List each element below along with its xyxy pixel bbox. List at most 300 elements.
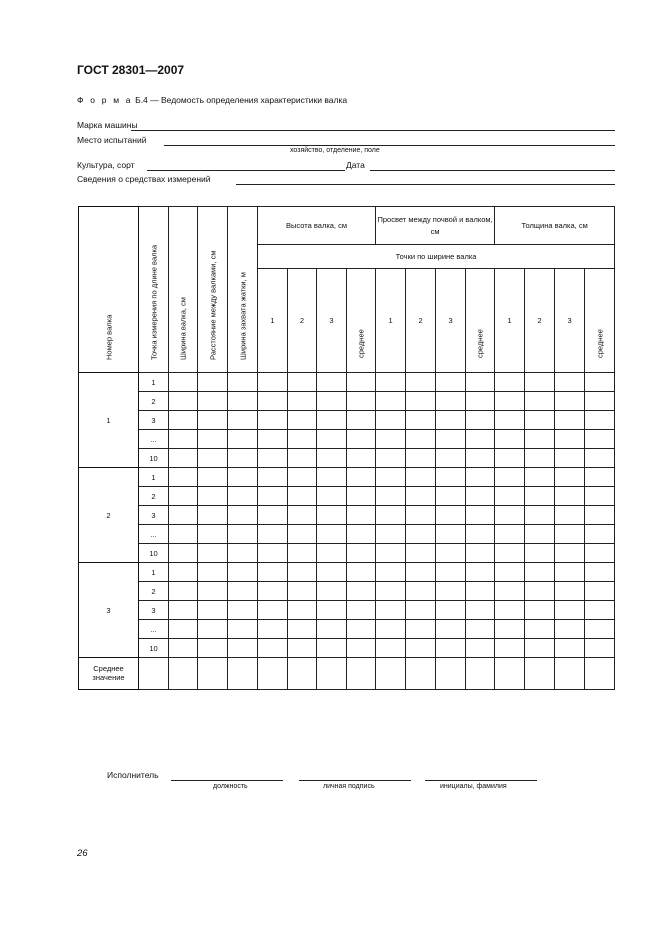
- data-cell[interactable]: [288, 430, 317, 449]
- data-cell[interactable]: [317, 449, 347, 468]
- sub-h-avg: среднее: [347, 269, 376, 373]
- data-cell[interactable]: [466, 544, 495, 563]
- data-cell[interactable]: [198, 544, 228, 563]
- data-cell[interactable]: [228, 601, 258, 620]
- data-cell[interactable]: [555, 506, 585, 525]
- date-line[interactable]: [370, 170, 615, 171]
- data-cell[interactable]: [347, 544, 376, 563]
- data-cell[interactable]: [317, 487, 347, 506]
- doc-title: ГОСТ 28301—2007: [77, 63, 185, 77]
- point-number: ...: [139, 430, 169, 449]
- data-cell[interactable]: [495, 620, 525, 639]
- data-cell[interactable]: [466, 392, 495, 411]
- point-number: 1: [139, 563, 169, 582]
- initials-line[interactable]: [425, 780, 537, 781]
- data-cell[interactable]: [585, 373, 615, 392]
- data-cell[interactable]: [406, 563, 436, 582]
- data-cell[interactable]: [317, 468, 347, 487]
- data-cell[interactable]: [585, 430, 615, 449]
- data-cell[interactable]: [466, 582, 495, 601]
- data-cell[interactable]: [198, 392, 228, 411]
- data-cell[interactable]: [288, 506, 317, 525]
- data-cell[interactable]: [436, 582, 466, 601]
- data-cell[interactable]: [317, 639, 347, 658]
- data-cell[interactable]: [317, 620, 347, 639]
- data-cell[interactable]: [228, 563, 258, 582]
- data-cell[interactable]: [228, 525, 258, 544]
- data-cell[interactable]: [436, 601, 466, 620]
- data-cell[interactable]: [169, 506, 198, 525]
- data-cell[interactable]: [228, 639, 258, 658]
- date-label: Дата: [346, 160, 365, 170]
- data-cell[interactable]: [258, 639, 288, 658]
- sub-g3: 3: [436, 269, 466, 373]
- test-place-line[interactable]: [164, 145, 615, 146]
- data-cell[interactable]: [406, 620, 436, 639]
- data-cell[interactable]: [436, 525, 466, 544]
- data-cell[interactable]: [466, 468, 495, 487]
- data-cell[interactable]: [228, 620, 258, 639]
- data-cell[interactable]: [288, 601, 317, 620]
- data-cell[interactable]: [198, 582, 228, 601]
- average-cell[interactable]: [436, 658, 466, 690]
- data-cell[interactable]: [495, 506, 525, 525]
- col-distance: Расстояние между валками, см: [198, 207, 228, 373]
- data-cell[interactable]: [495, 582, 525, 601]
- data-cell[interactable]: [436, 411, 466, 430]
- data-cell[interactable]: [169, 544, 198, 563]
- group-gap: Просвет между почвой и валком, см: [376, 207, 495, 245]
- data-cell[interactable]: [436, 563, 466, 582]
- data-cell[interactable]: [376, 544, 406, 563]
- data-cell[interactable]: [555, 620, 585, 639]
- data-cell[interactable]: [406, 525, 436, 544]
- data-cell[interactable]: [228, 449, 258, 468]
- average-cell[interactable]: [228, 658, 258, 690]
- data-cell[interactable]: [198, 373, 228, 392]
- data-cell[interactable]: [585, 392, 615, 411]
- data-cell[interactable]: [317, 544, 347, 563]
- data-cell[interactable]: [585, 601, 615, 620]
- data-cell[interactable]: [347, 487, 376, 506]
- data-cell[interactable]: [466, 411, 495, 430]
- data-cell[interactable]: [555, 563, 585, 582]
- data-cell[interactable]: [555, 487, 585, 506]
- data-cell[interactable]: [347, 392, 376, 411]
- table-row: [79, 506, 615, 525]
- data-cell[interactable]: [495, 601, 525, 620]
- data-cell[interactable]: [525, 468, 555, 487]
- point-number: 1: [139, 373, 169, 392]
- sub-t1: 1: [495, 269, 525, 373]
- data-cell[interactable]: [317, 392, 347, 411]
- data-cell[interactable]: [288, 582, 317, 601]
- data-cell[interactable]: [228, 544, 258, 563]
- data-cell[interactable]: [198, 620, 228, 639]
- data-cell[interactable]: [198, 430, 228, 449]
- data-cell[interactable]: [555, 601, 585, 620]
- data-cell[interactable]: [228, 430, 258, 449]
- data-cell[interactable]: [585, 468, 615, 487]
- data-cell[interactable]: [288, 373, 317, 392]
- data-cell[interactable]: [228, 582, 258, 601]
- form-word: Ф о р м а: [77, 95, 133, 105]
- average-cell[interactable]: [585, 658, 615, 690]
- average-row: [79, 658, 615, 690]
- data-cell[interactable]: [495, 487, 525, 506]
- test-place-label: Место испытаний: [77, 135, 147, 145]
- data-cell[interactable]: [198, 525, 228, 544]
- data-cell[interactable]: [376, 582, 406, 601]
- machine-line[interactable]: [131, 130, 615, 131]
- data-cell[interactable]: [376, 392, 406, 411]
- data-cell[interactable]: [258, 392, 288, 411]
- data-cell[interactable]: [495, 449, 525, 468]
- sub-t-avg: среднее: [585, 269, 615, 373]
- average-cell[interactable]: [525, 658, 555, 690]
- data-cell[interactable]: [466, 563, 495, 582]
- point-number: ...: [139, 525, 169, 544]
- data-cell[interactable]: [169, 373, 198, 392]
- data-cell[interactable]: [169, 639, 198, 658]
- data-cell[interactable]: [376, 411, 406, 430]
- data-cell[interactable]: [495, 544, 525, 563]
- data-cell[interactable]: [288, 449, 317, 468]
- average-cell[interactable]: [466, 658, 495, 690]
- data-cell[interactable]: [406, 639, 436, 658]
- data-cell[interactable]: [376, 468, 406, 487]
- data-cell[interactable]: [288, 411, 317, 430]
- form-caption-text: Б.4 — Ведомость определения характеристики валка: [135, 95, 348, 105]
- data-cell[interactable]: [555, 582, 585, 601]
- data-cell[interactable]: [169, 620, 198, 639]
- data-cell[interactable]: [317, 506, 347, 525]
- data-cell[interactable]: [288, 525, 317, 544]
- data-cell[interactable]: [555, 430, 585, 449]
- data-cell[interactable]: [376, 373, 406, 392]
- data-cell[interactable]: [376, 601, 406, 620]
- group-thickness: Толщина валка, см: [495, 207, 615, 245]
- data-cell[interactable]: [288, 392, 317, 411]
- data-cell[interactable]: [288, 563, 317, 582]
- data-cell[interactable]: [406, 582, 436, 601]
- data-cell[interactable]: [347, 449, 376, 468]
- machine-label: Марка машины: [77, 120, 138, 130]
- data-cell[interactable]: [317, 430, 347, 449]
- data-cell[interactable]: [198, 639, 228, 658]
- table-row: [79, 411, 615, 430]
- col-header-width: Ширина захвата жатки, м: [228, 207, 258, 373]
- data-cell[interactable]: [406, 506, 436, 525]
- table-row: [79, 468, 615, 487]
- data-cell[interactable]: [466, 639, 495, 658]
- data-cell[interactable]: [288, 620, 317, 639]
- data-cell[interactable]: [466, 601, 495, 620]
- sub-g-avg: среднее: [466, 269, 495, 373]
- data-cell[interactable]: [436, 373, 466, 392]
- data-cell[interactable]: [406, 449, 436, 468]
- col-swath-no: Номер валка: [79, 207, 139, 373]
- data-cell[interactable]: [228, 506, 258, 525]
- data-cell[interactable]: [525, 392, 555, 411]
- data-cell[interactable]: [376, 563, 406, 582]
- data-cell[interactable]: [525, 430, 555, 449]
- average-cell[interactable]: [198, 658, 228, 690]
- data-cell[interactable]: [347, 430, 376, 449]
- data-cell[interactable]: [525, 525, 555, 544]
- data-cell[interactable]: [376, 639, 406, 658]
- table-row: [79, 449, 615, 468]
- point-number: 10: [139, 449, 169, 468]
- data-cell[interactable]: [495, 639, 525, 658]
- data-cell[interactable]: [585, 487, 615, 506]
- data-cell[interactable]: [495, 373, 525, 392]
- data-cell[interactable]: [525, 449, 555, 468]
- data-cell[interactable]: [406, 430, 436, 449]
- data-cell[interactable]: [258, 487, 288, 506]
- sub-h1: 1: [258, 269, 288, 373]
- data-cell[interactable]: [466, 487, 495, 506]
- sub-h3: 3: [317, 269, 347, 373]
- data-cell[interactable]: [406, 411, 436, 430]
- point-number: 2: [139, 487, 169, 506]
- data-cell[interactable]: [258, 525, 288, 544]
- data-cell[interactable]: [317, 373, 347, 392]
- data-cell[interactable]: [525, 487, 555, 506]
- position-line[interactable]: [171, 780, 283, 781]
- data-cell[interactable]: [525, 506, 555, 525]
- data-cell[interactable]: [466, 430, 495, 449]
- data-cell[interactable]: [525, 544, 555, 563]
- data-cell[interactable]: [347, 506, 376, 525]
- data-cell[interactable]: [198, 411, 228, 430]
- data-cell[interactable]: [169, 563, 198, 582]
- average-cell[interactable]: [347, 658, 376, 690]
- data-cell[interactable]: [466, 449, 495, 468]
- average-label: Среднее значение: [79, 658, 139, 690]
- signature-line[interactable]: [299, 780, 411, 781]
- data-cell[interactable]: [585, 620, 615, 639]
- data-cell[interactable]: [376, 487, 406, 506]
- table-row: [79, 639, 615, 658]
- data-cell[interactable]: [169, 449, 198, 468]
- data-cell[interactable]: [585, 563, 615, 582]
- instruments-line[interactable]: [236, 184, 615, 185]
- data-cell[interactable]: [317, 601, 347, 620]
- data-cell[interactable]: [436, 487, 466, 506]
- data-cell[interactable]: [466, 525, 495, 544]
- data-cell[interactable]: [258, 468, 288, 487]
- data-cell[interactable]: [347, 620, 376, 639]
- data-cell[interactable]: [317, 563, 347, 582]
- data-cell[interactable]: [169, 392, 198, 411]
- data-cell[interactable]: [555, 525, 585, 544]
- data-cell[interactable]: [436, 468, 466, 487]
- data-cell[interactable]: [466, 506, 495, 525]
- data-cell[interactable]: [317, 411, 347, 430]
- data-cell[interactable]: [495, 411, 525, 430]
- point-number: 1: [139, 468, 169, 487]
- data-cell[interactable]: [288, 487, 317, 506]
- data-cell[interactable]: [198, 449, 228, 468]
- data-cell[interactable]: [258, 544, 288, 563]
- data-cell[interactable]: [347, 411, 376, 430]
- page-number: 26: [77, 848, 88, 859]
- crop-label: Культура, сорт: [77, 160, 135, 170]
- data-cell[interactable]: [555, 544, 585, 563]
- data-cell[interactable]: [169, 601, 198, 620]
- data-cell[interactable]: [406, 468, 436, 487]
- data-cell[interactable]: [555, 373, 585, 392]
- data-cell[interactable]: [288, 468, 317, 487]
- data-cell[interactable]: [525, 639, 555, 658]
- data-cell[interactable]: [347, 582, 376, 601]
- sub-g2: 2: [406, 269, 436, 373]
- data-cell[interactable]: [436, 506, 466, 525]
- data-cell[interactable]: [258, 563, 288, 582]
- data-cell[interactable]: [436, 392, 466, 411]
- average-cell[interactable]: [317, 658, 347, 690]
- average-cell[interactable]: [555, 658, 585, 690]
- swath-number: 1: [79, 373, 139, 468]
- data-cell[interactable]: [228, 468, 258, 487]
- data-cell[interactable]: [495, 563, 525, 582]
- data-cell[interactable]: [525, 582, 555, 601]
- data-cell[interactable]: [585, 506, 615, 525]
- data-cell[interactable]: [585, 525, 615, 544]
- data-cell[interactable]: [169, 468, 198, 487]
- average-cell[interactable]: [288, 658, 317, 690]
- data-cell[interactable]: [347, 563, 376, 582]
- data-cell[interactable]: [288, 639, 317, 658]
- data-cell[interactable]: [436, 544, 466, 563]
- data-cell[interactable]: [585, 449, 615, 468]
- data-cell[interactable]: [228, 411, 258, 430]
- data-cell[interactable]: [258, 430, 288, 449]
- average-cell[interactable]: [406, 658, 436, 690]
- data-cell[interactable]: [198, 487, 228, 506]
- data-cell[interactable]: [317, 525, 347, 544]
- data-cell[interactable]: [495, 392, 525, 411]
- data-cell[interactable]: [258, 449, 288, 468]
- data-cell[interactable]: [436, 639, 466, 658]
- data-cell[interactable]: [317, 582, 347, 601]
- data-cell[interactable]: [258, 373, 288, 392]
- data-cell[interactable]: [347, 468, 376, 487]
- point-number: 3: [139, 601, 169, 620]
- data-cell[interactable]: [495, 525, 525, 544]
- data-cell[interactable]: [555, 639, 585, 658]
- data-cell[interactable]: [198, 506, 228, 525]
- data-cell[interactable]: [525, 601, 555, 620]
- data-cell[interactable]: [466, 373, 495, 392]
- data-cell[interactable]: [169, 411, 198, 430]
- data-cell[interactable]: [228, 487, 258, 506]
- average-cell[interactable]: [139, 658, 169, 690]
- point-number: ...: [139, 620, 169, 639]
- data-cell[interactable]: [436, 620, 466, 639]
- data-cell[interactable]: [406, 544, 436, 563]
- data-cell[interactable]: [169, 430, 198, 449]
- test-place-hint: хозяйство, отделение, поле: [290, 147, 380, 154]
- data-cell[interactable]: [525, 620, 555, 639]
- average-cell[interactable]: [169, 658, 198, 690]
- data-cell[interactable]: [555, 449, 585, 468]
- data-cell[interactable]: [347, 525, 376, 544]
- data-cell[interactable]: [495, 430, 525, 449]
- data-cell[interactable]: [376, 430, 406, 449]
- data-cell[interactable]: [198, 563, 228, 582]
- data-cell[interactable]: [228, 392, 258, 411]
- data-cell[interactable]: [376, 449, 406, 468]
- table-row: [79, 601, 615, 620]
- data-cell[interactable]: [288, 544, 317, 563]
- table-row: [79, 582, 615, 601]
- sub-t3: 3: [555, 269, 585, 373]
- data-cell[interactable]: [258, 506, 288, 525]
- data-cell[interactable]: [258, 582, 288, 601]
- data-cell[interactable]: [585, 639, 615, 658]
- data-cell[interactable]: [376, 525, 406, 544]
- point-number: 3: [139, 506, 169, 525]
- data-cell[interactable]: [555, 411, 585, 430]
- data-cell[interactable]: [228, 373, 258, 392]
- data-cell[interactable]: [169, 487, 198, 506]
- average-cell[interactable]: [376, 658, 406, 690]
- data-cell[interactable]: [198, 601, 228, 620]
- data-cell[interactable]: [525, 563, 555, 582]
- data-cell[interactable]: [258, 620, 288, 639]
- swath-number: 2: [79, 468, 139, 563]
- data-cell[interactable]: [436, 449, 466, 468]
- form-caption: [77, 95, 347, 105]
- data-cell[interactable]: [347, 601, 376, 620]
- data-cell[interactable]: [258, 601, 288, 620]
- instruments-label: Сведения о средствах измерений: [77, 174, 211, 184]
- data-cell[interactable]: [406, 392, 436, 411]
- data-cell[interactable]: [406, 373, 436, 392]
- data-cell[interactable]: [347, 373, 376, 392]
- data-cell[interactable]: [376, 620, 406, 639]
- data-cell[interactable]: [376, 506, 406, 525]
- data-cell[interactable]: [169, 525, 198, 544]
- crop-line[interactable]: [147, 170, 345, 171]
- data-cell[interactable]: [347, 639, 376, 658]
- data-cell[interactable]: [585, 582, 615, 601]
- point-number: 2: [139, 582, 169, 601]
- data-cell[interactable]: [555, 392, 585, 411]
- data-cell[interactable]: [258, 411, 288, 430]
- points-across: Точки по ширине валка: [258, 245, 615, 269]
- data-cell[interactable]: [436, 430, 466, 449]
- data-cell[interactable]: [406, 487, 436, 506]
- data-cell[interactable]: [406, 601, 436, 620]
- data-cell[interactable]: [495, 468, 525, 487]
- data-cell[interactable]: [466, 620, 495, 639]
- data-cell[interactable]: [585, 544, 615, 563]
- data-cell[interactable]: [198, 468, 228, 487]
- signature-hint: личная подпись: [323, 783, 375, 790]
- data-cell[interactable]: [555, 468, 585, 487]
- average-cell[interactable]: [258, 658, 288, 690]
- data-cell[interactable]: [525, 373, 555, 392]
- data-cell[interactable]: [525, 411, 555, 430]
- data-cell[interactable]: [585, 411, 615, 430]
- table-row: [79, 392, 615, 411]
- data-cell[interactable]: [169, 582, 198, 601]
- table-row: [79, 487, 615, 506]
- average-cell[interactable]: [495, 658, 525, 690]
